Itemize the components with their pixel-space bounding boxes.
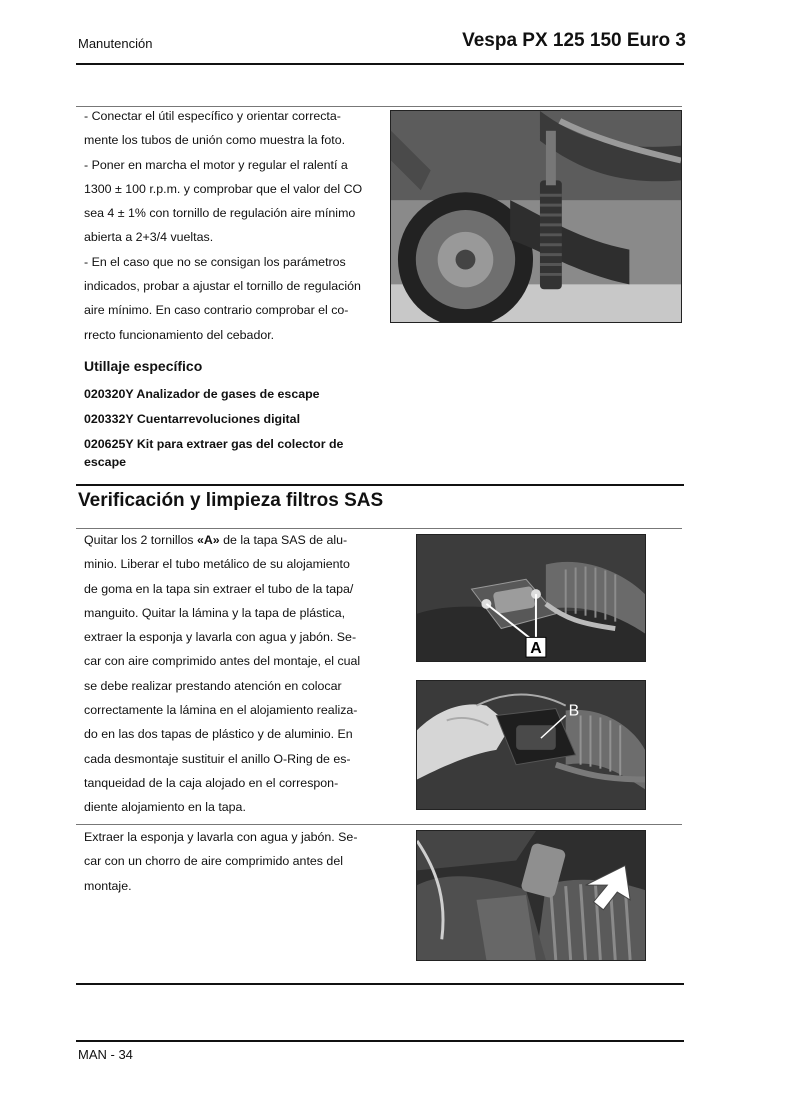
block3-line: Extraer la esponja y lavarla con agua y jabón. Se- [84,830,358,844]
block1-line: indicados, probar a ajustar el tornillo de regulación [84,279,361,294]
block1-line: sea 4 ± 1% con tornillo de regulación aire mínimo [84,206,356,221]
bold-label-a: «A» [196,533,220,547]
block1-text [84,104,362,347]
block1-line: rrecto funcionamiento del cebador. [84,327,275,342]
photo-exhaust-gas-analyzer-setup [390,110,682,323]
block1-line: - Conectar el útil específico y orientar correcta- [84,109,341,123]
block2-line-post: de la tapa SAS de alu- [219,533,348,547]
block2-line: do en las dos tapas de plástico y de aluminio. En [84,727,353,742]
block3-text [84,825,357,898]
block2-line: manguito. Quitar la lámina y la tapa de plástica, [84,605,346,620]
photo-sas-plastic-cover [416,680,646,810]
tool-item: 020332Y Cuentarrevoluciones digital [84,412,301,426]
header-rule [76,63,684,65]
tools-heading: Utillaje específico [84,358,203,374]
block2-line: car con aire comprimido antes del montaje, el cual [84,654,361,669]
block3-bottom-rule [76,983,684,985]
block2-line: tanqueidad de la caja alojado en el correspon- [84,775,339,790]
block2-text [84,528,360,820]
header-model-title: Vespa PX 125 150 Euro 3 [462,30,686,51]
block1-line: - Poner en marcha el motor y regular el ralentí a [84,157,348,172]
block3-line: montaje. [84,878,132,893]
block2-line [84,528,360,552]
block2-line: minio. Liberar el tubo metálico de su alojamiento [84,557,350,572]
block2-line: diente alojamiento en la tapa. [84,800,246,815]
section-divider-rule [76,484,684,486]
block2-line-pre: Quitar los 2 tornillos [84,533,197,547]
block1-line: abierta a 2+3/4 vueltas. [84,230,214,245]
footer-rule [76,1040,684,1042]
photo-label-b: B [568,702,580,720]
photo-sas-sponge [416,830,646,961]
block1-line: aire mínimo. En caso contrario comprobar el co- [84,303,349,318]
block2-line: de goma en la tapa sin extraer el tubo de la tapa/ [84,581,354,596]
block2-line: se debe realizar prestando atención en colocar [84,678,342,693]
block1-line: 1300 ± 100 r.p.m. y comprobar que el valor del CO [84,181,363,196]
header-section-name: Manutención [78,36,153,51]
block2-line: correctamente la lámina en el alojamiento realiza- [84,703,358,718]
page-number: MAN - 34 [78,1047,133,1062]
block1-line: mente los tubos de unión como muestra la foto. [84,133,346,148]
section-title: Verificación y limpieza filtros SAS [78,490,384,511]
block2-line: extraer la esponja y lavarla con agua y jabón. Se- [84,630,357,645]
tool-item: 020625Y Kit para extraer gas del colector de escape [84,437,344,469]
block1-line: - En el caso que no se consigan los parámetros [84,254,346,269]
photo-label-a: A [530,640,542,658]
photo-sas-cover-screws [416,534,646,662]
block2-line: cada desmontaje sustituir el anillo O-Ring de es- [84,751,351,766]
block3-line: car con un chorro de aire comprimido antes del [84,854,343,869]
tool-item: 020320Y Analizador de gases de escape [84,387,320,401]
